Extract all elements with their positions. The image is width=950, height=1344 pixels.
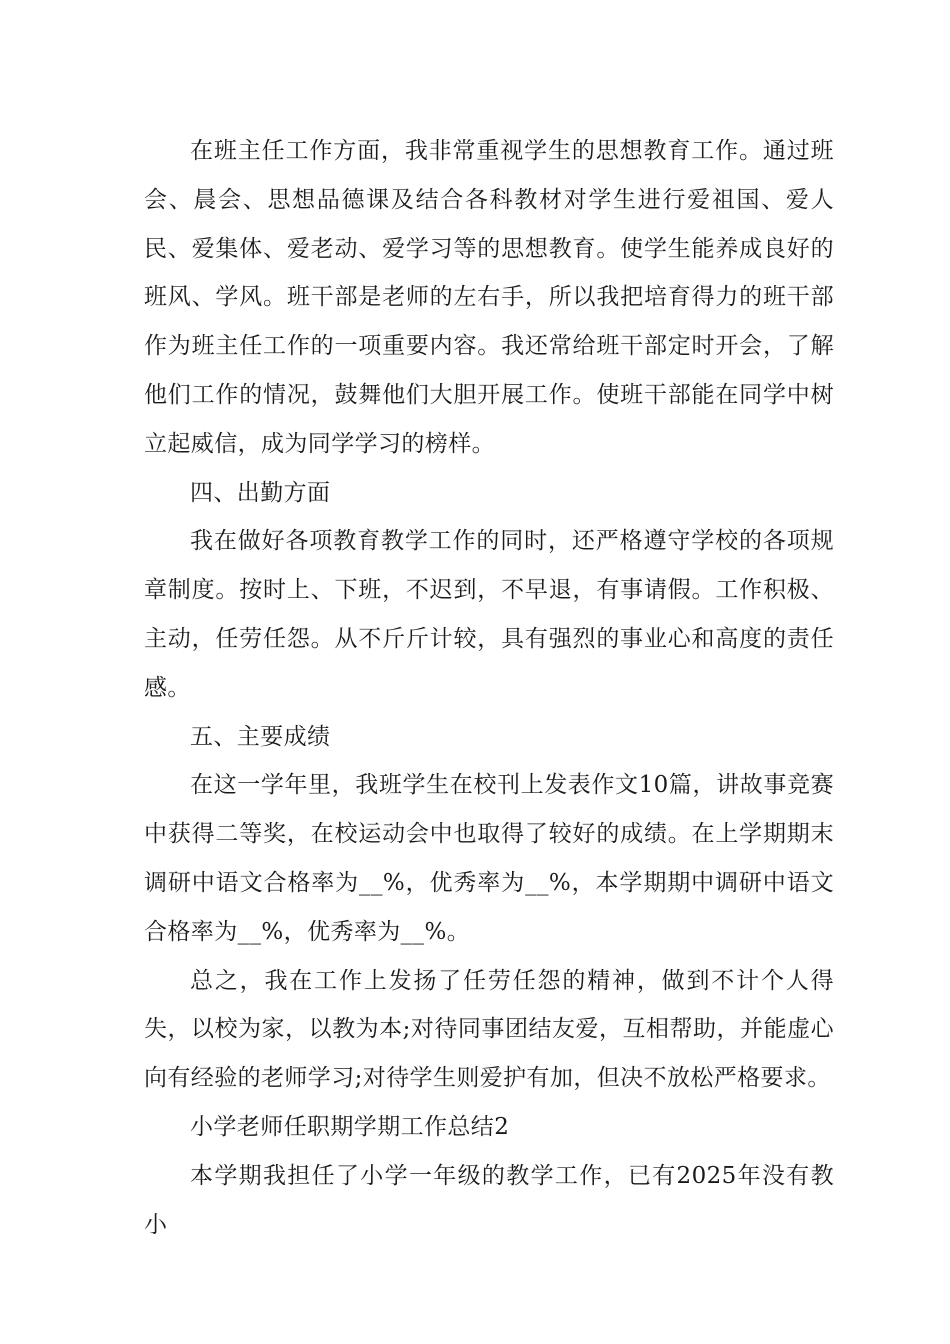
paragraph-summary-2-intro: 本学期我担任了小学一年级的教学工作，已有2025年没有教小: [144, 1162, 834, 1238]
document-body: [144, 127, 834, 1249]
paragraph-class-teacher-work: 在班主任工作方面，我非常重视学生的思想教育工作。通过班会、晨会、思想品德课及结合各科教材对学生进行爱祖国、爱人民、爱集体、爱老动、爱学习等的思想教育。使学生能养成良好的班风、学风。班干部是老师的左右手，所以我把培育得力的班干部作为班主任工作的一项重要内容。我还常给班干部定时开会，了解他们工作的情况，鼓舞他们大胆开展工作。使班干部能在同学中树立起威信，成为同学学习的榜样。: [144, 138, 834, 457]
paragraph-conclusion: 总之，我在工作上发扬了任劳任怨的精神，做到不计个人得失，以校为家，以教为本;对待同事团结友爱，互相帮助，并能虚心向有经验的老师学习;对待学生则爱护有加，但决不放松严格要求。: [144, 967, 834, 1092]
section-heading-achievements: 五、主要成绩: [190, 723, 331, 750]
section-heading-attendance: 四、出勤方面: [190, 479, 331, 506]
paragraph-attendance: 我在做好各项教育教学工作的同时，还严格遵守学校的各项规章制度。按时上、下班，不迟到，不早退，有事请假。工作积极、主动，任劳任怨。从不斤斤计较，具有强烈的事业心和高度的责任感。: [144, 528, 834, 701]
paragraph-achievements: 在这一学年里，我班学生在校刊上发表作文10篇，讲故事竞赛中获得二等奖，在校运动会中也取得了较好的成绩。在上学期期末调研中语文合格率为__%，优秀率为__%，本学期期中调研中语文合格率为__%，优秀率为__%。: [144, 772, 834, 945]
article-title-summary-2: 小学老师任职期学期工作总结2: [190, 1113, 510, 1140]
